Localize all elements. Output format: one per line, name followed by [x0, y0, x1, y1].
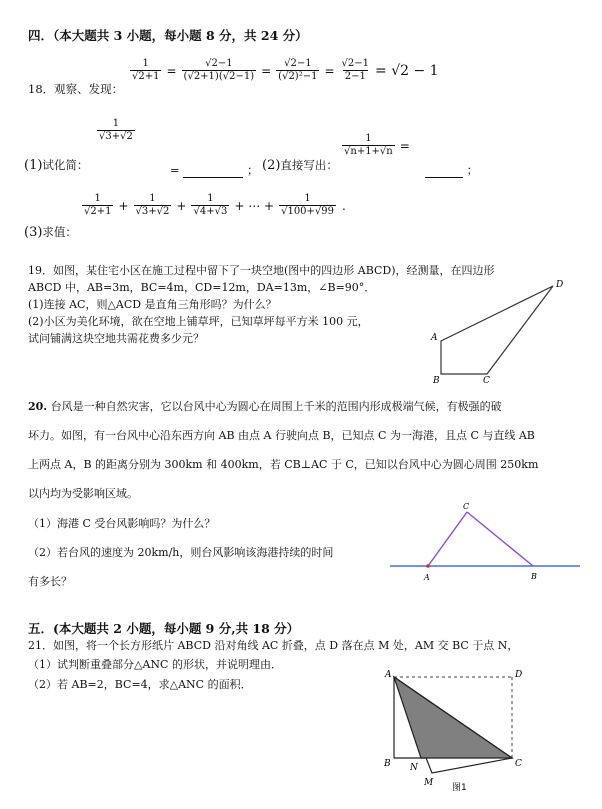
q20-line3: 上两点 A，B 的距离分别为 300km 和 400km，若 CB⊥AC 于 C，已知以台风中心为圆心周围 250km [28, 458, 539, 471]
label-C: C [483, 376, 490, 386]
label-C: C [515, 759, 522, 769]
q18-p2-fraction: $\frac{1}{√n+1+√n}$ = [344, 133, 410, 157]
eq-fraction-2: $\frac{√2-1}{(√2+1)(√2-1)}$ [183, 58, 255, 82]
q19-line3: (1)连接 AC，则△ACD 是直角三角形吗？为什么？ [28, 298, 277, 311]
section-4-heading: 四．（本大题共 3 小题，每小题 8 分，共 24 分） [28, 28, 308, 43]
q21-p1: （1）试判断重叠部分△ANC 的形状，并说明理由． [28, 658, 282, 671]
q18-p1: (1)试化简： [24, 158, 89, 173]
q19-line2: ABCD 中，AB=3m，BC=4m，CD=12m，DA=13m，∠B=90°． [28, 281, 376, 294]
label-M: M [424, 778, 434, 788]
q18-p2-answer-line: ； [425, 163, 478, 178]
label-B: B [384, 759, 391, 769]
section-5-heading: 五．(本大题共 2 小题，每小题 9 分,共 18 分） [28, 621, 300, 636]
q19-line5: 试问铺满这块空地共需花费多少元？ [28, 332, 204, 345]
label-A: A [431, 333, 438, 343]
q20-line1: 20. 台风是一种自然灾害，它以台风中心为圆心在周围上千米的范围内形成极端气候，有极强的破 [28, 400, 502, 413]
label-A: A [385, 670, 392, 680]
q18-equation: $\frac{1}{√2+1}$ = $\frac{√2-1}{(√2+1)(√2-1)}$ = $\frac{√2-1}{\text{(√2)²−1}}$ = $\frac{√2-1}{2-1}$ = √2 − 1 [132, 58, 439, 82]
q20-p2b: 有多长？ [28, 575, 72, 588]
eq-fraction-1: $\frac{1}{√2+1}$ [132, 58, 160, 82]
label-B: B [531, 572, 537, 581]
eq-fraction-4: $\frac{√2-1}{2-1}$ [341, 58, 370, 82]
label-C: C [463, 502, 470, 511]
q19-line1: 19．如图，某住宅小区在施工过程中留下了一块空地(图中的四边形 ABCD)，经测量，在四边形 [28, 264, 495, 277]
label-A: A [424, 573, 430, 582]
label-B: B [433, 376, 440, 386]
label-D: D [515, 670, 523, 680]
q18-p3: (3)求值： [24, 225, 77, 240]
q18-p3-sum: $\frac{1}{√2+1}$ + $\frac{1}{√3+√2}$ + $\frac{1}{√4+√3}$ + ⋯ + $\frac{1}{√100+√99}$ . [84, 193, 346, 217]
eq-fraction-3: $\frac{√2-1}{\text{(√2)²−1}}$ [278, 58, 318, 82]
q18-p1-answer-line: = ； [170, 163, 259, 177]
eq-result: = √2 − 1 [375, 62, 439, 79]
figure-caption: 图1 [452, 783, 467, 793]
q20-p2: （2）若台风的速度为 20km/h，则台风影响该海港持续的时间 [28, 546, 334, 559]
q20-p1: （1）海港 C 受台风影响吗？为什么？ [28, 517, 216, 530]
q19-line4: (2)小区为美化环境，欲在空地上铺草坪，已知草坪每平方米 100 元， [28, 315, 369, 328]
q18-p1-fraction: $\frac{1}{√3+√2}$ [99, 118, 133, 142]
q20-line2: 坏力。如图，有一台风中心沿东西方向 AB 由点 A 行驶向点 B，已知点 C 为一海港，且点 C 与直线 AB [28, 429, 535, 442]
label-D: D [556, 280, 564, 290]
q18-label: 18．观察、发现： [28, 82, 124, 96]
q20-line4: 以内均为受影响区域。 [28, 487, 138, 500]
q21-p2: （2）若 AB=2，BC=4，求△ANC 的面积． [28, 678, 252, 691]
q21-line1: 21．如图，将一个长方形纸片 ABCD 沿对角线 AC 折叠，点 D 落在点 M 处，AM 交 BC 于点 N， [28, 639, 519, 652]
label-N: N [410, 763, 418, 773]
q18-p2: (2)直接写出： [262, 158, 338, 173]
